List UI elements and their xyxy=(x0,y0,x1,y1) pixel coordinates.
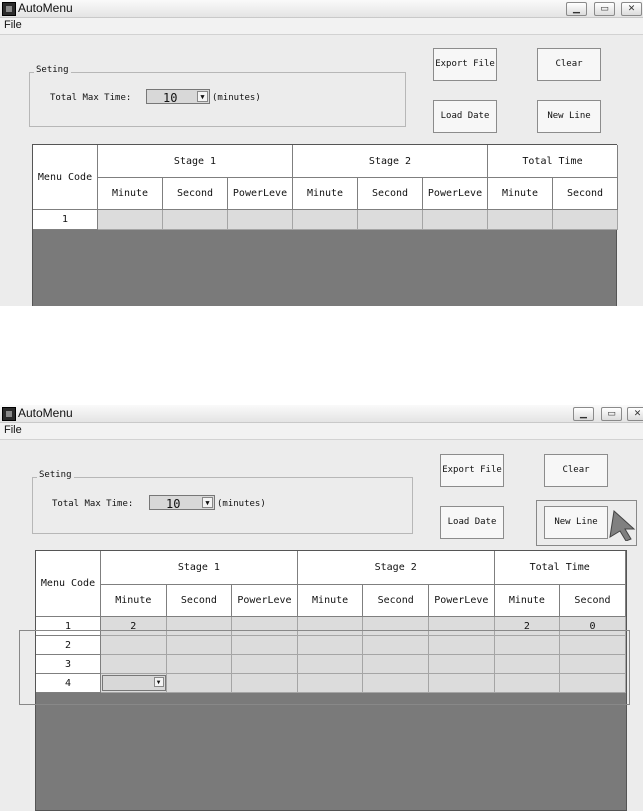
chevron-down-icon[interactable]: ▼ xyxy=(154,677,164,687)
units-label: (minutes) xyxy=(217,499,266,509)
minimize-icon[interactable]: ▁ xyxy=(573,407,594,421)
chevron-down-icon[interactable]: ▼ xyxy=(202,497,213,508)
chevron-down-icon[interactable]: ▼ xyxy=(197,91,208,102)
grid-cell[interactable] xyxy=(358,210,423,230)
group-title: Seting xyxy=(39,470,72,480)
row-header-2[interactable]: 2 xyxy=(36,636,101,655)
total-max-time-value: 10 xyxy=(163,91,178,105)
column-header-0[interactable]: Minute xyxy=(101,585,167,617)
new-line-button[interactable]: New Line xyxy=(544,506,608,539)
column-header-2[interactable]: PowerLeve xyxy=(232,585,298,617)
group-header-2: Total Time xyxy=(488,145,618,178)
grid-cell[interactable] xyxy=(228,210,293,230)
row-header-1[interactable]: 1 xyxy=(33,210,98,230)
menu-bar xyxy=(0,423,643,440)
export-file-button[interactable]: Export File xyxy=(440,454,504,487)
menu-code-header: Menu Code xyxy=(36,551,101,617)
app-icon xyxy=(2,407,16,421)
column-header-7[interactable]: Second xyxy=(560,585,626,617)
grid-cell[interactable]: 2 xyxy=(101,617,167,636)
restore-icon[interactable]: ▭ xyxy=(601,407,622,421)
grid-cell[interactable]: 0 xyxy=(560,617,626,636)
export-file-button[interactable]: Export File xyxy=(433,48,497,81)
column-header-2[interactable]: PowerLeve xyxy=(228,178,293,210)
app-icon xyxy=(2,2,16,16)
clear-button[interactable]: Clear xyxy=(544,454,608,487)
close-icon[interactable]: ✕ xyxy=(621,2,642,16)
units-label: (minutes) xyxy=(212,93,261,103)
clear-button[interactable]: Clear xyxy=(537,48,601,81)
load-date-button[interactable]: Load Date xyxy=(440,506,504,539)
column-header-4[interactable]: Second xyxy=(363,585,429,617)
row-header-1[interactable]: 1 xyxy=(36,617,101,636)
menu-file[interactable]: File xyxy=(4,19,22,31)
minimize-icon[interactable]: ▁ xyxy=(566,2,587,16)
menu-bar xyxy=(0,18,643,35)
grid-cell[interactable]: 2 xyxy=(495,617,561,636)
column-header-7[interactable]: Second xyxy=(553,178,618,210)
group-header-2: Total Time xyxy=(495,551,626,585)
column-header-1[interactable]: Second xyxy=(167,585,233,617)
menu-grid[interactable] xyxy=(32,144,617,306)
group-header-1: Stage 2 xyxy=(298,551,495,585)
group-title: Seting xyxy=(36,65,69,75)
title-bar[interactable] xyxy=(0,405,643,423)
row-header-4[interactable]: 4 xyxy=(36,674,101,693)
group-header-0: Stage 1 xyxy=(101,551,298,585)
grid-cell[interactable] xyxy=(293,210,358,230)
total-max-time-select[interactable] xyxy=(146,89,210,104)
window-title: AutoMenu xyxy=(18,1,73,15)
grid-cell[interactable] xyxy=(423,210,488,230)
total-max-time-select[interactable] xyxy=(149,495,215,510)
row-header-3[interactable]: 3 xyxy=(36,655,101,674)
new-line-button[interactable]: New Line xyxy=(537,100,601,133)
total-max-time-label: Total Max Time: xyxy=(50,93,132,103)
column-header-0[interactable]: Minute xyxy=(98,178,163,210)
column-header-6[interactable]: Minute xyxy=(495,585,561,617)
column-header-4[interactable]: Second xyxy=(358,178,423,210)
menu-file[interactable]: File xyxy=(4,424,22,436)
restore-icon[interactable]: ▭ xyxy=(594,2,615,16)
screen-1-window xyxy=(0,0,643,306)
column-header-5[interactable]: PowerLeve xyxy=(423,178,488,210)
column-header-1[interactable]: Second xyxy=(163,178,228,210)
total-max-time-label: Total Max Time: xyxy=(52,499,134,509)
load-date-button[interactable]: Load Date xyxy=(433,100,497,133)
column-header-6[interactable]: Minute xyxy=(488,178,553,210)
column-header-3[interactable]: Minute xyxy=(293,178,358,210)
close-icon[interactable]: ✕ xyxy=(627,407,643,421)
menu-code-header: Menu Code xyxy=(33,145,98,210)
group-header-0: Stage 1 xyxy=(98,145,293,178)
column-header-3[interactable]: Minute xyxy=(298,585,364,617)
group-header-1: Stage 2 xyxy=(293,145,488,178)
grid-cell[interactable] xyxy=(553,210,618,230)
grid-cell[interactable] xyxy=(163,210,228,230)
grid-cell[interactable] xyxy=(98,210,163,230)
pointer-arrow-icon xyxy=(608,507,638,541)
window-title: AutoMenu xyxy=(18,406,73,420)
grid-cell[interactable] xyxy=(488,210,553,230)
total-max-time-value: 10 xyxy=(166,497,181,511)
column-header-5[interactable]: PowerLeve xyxy=(429,585,495,617)
screen-2-window xyxy=(0,405,643,811)
title-bar[interactable] xyxy=(0,0,643,18)
new-rows-highlight xyxy=(19,630,630,705)
